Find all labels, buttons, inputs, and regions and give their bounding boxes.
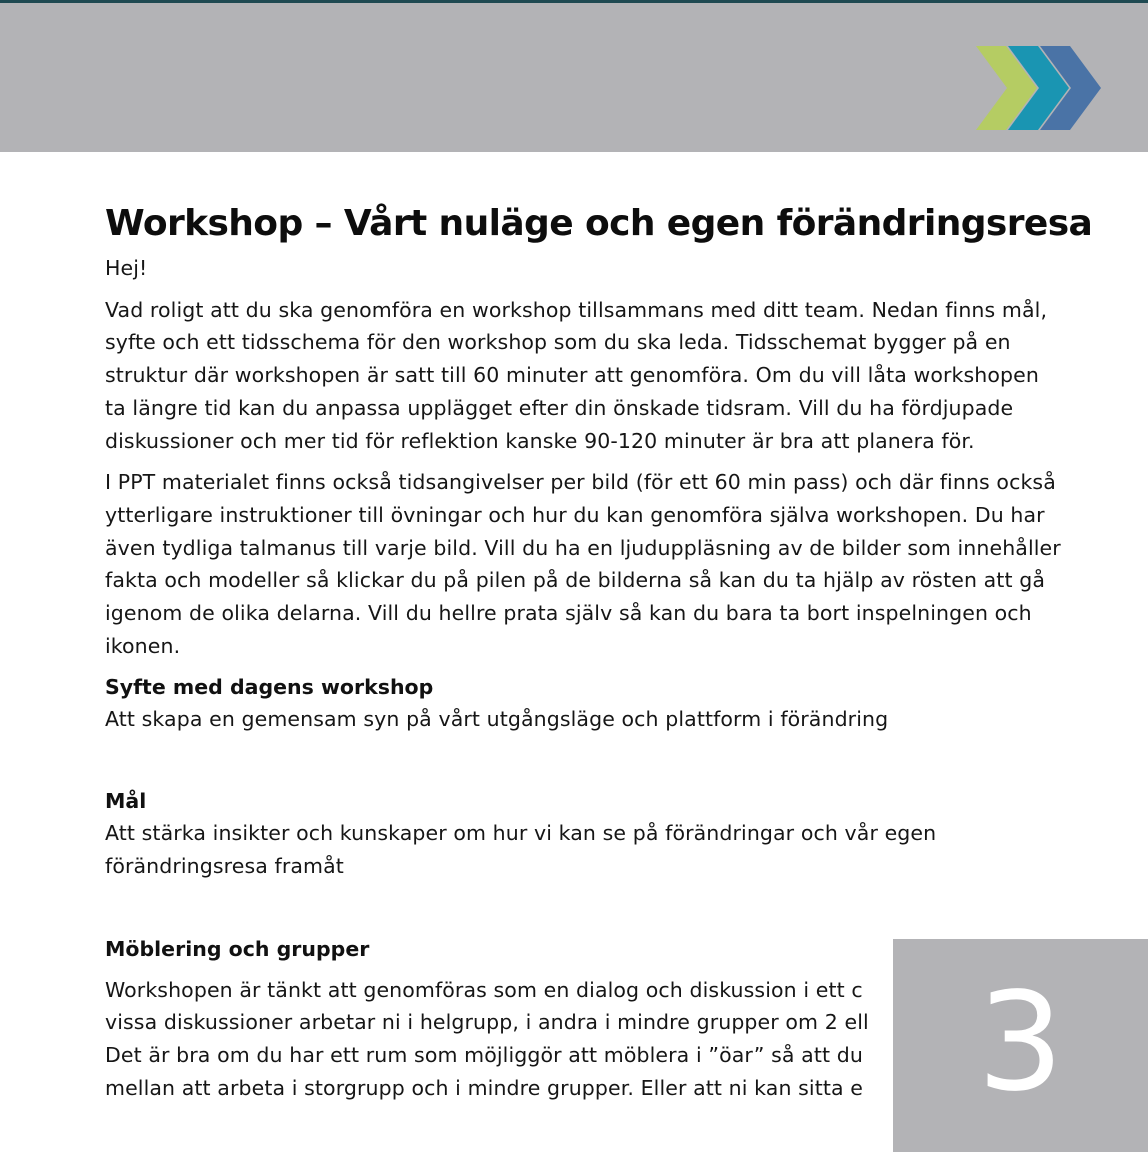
document-title: Workshop – Vårt nuläge och egen förändringsresa <box>105 203 1093 244</box>
syfte-text: Att skapa en gemensam syn på vårt utgångsläge och plattform i förändring <box>105 707 889 732</box>
ppt-info-paragraph: I PPT materialet finns också tidsangivelser per bild (för ett 60 min pass) och där finns också ytterligare instruktioner till övningar och hur du kan genomföra själva workshopen. Du har även tydliga talmanus till varje bild. Vill du ha en ljuduppläsning av de bilder som innehåller fakta och modeller så klickar du på pilen på de bilderna så kan du ta hjälp av rösten att gå igenom de olika delarna. Vill du hellre prata själv så kan du bara ta bort inspelningen och ikonen. <box>105 470 1061 658</box>
mal-text: Att stärka insikter och kunskaper om hur vi kan se på förändringar och vår egen förändringsresa framåt <box>105 821 937 878</box>
moblering-line: vissa diskussioner arbetar ni i helgrupp, i andra i mindre grupper om 2 ell <box>105 1010 869 1035</box>
greeting-text: Hej! <box>105 256 148 280</box>
triple-chevron-logo-icon <box>972 39 1112 139</box>
syfte-heading: Syfte med dagens workshop <box>105 675 434 700</box>
mal-heading: Mål <box>105 789 147 814</box>
header-band <box>0 3 1148 152</box>
intro-paragraph: Vad roligt att du ska genomföra en workshop tillsammans med ditt team. Nedan finns mål, syfte och ett tidsschema för den workshop som du ska leda. Tidsschemat bygger på en struktur där workshopen är satt till 60 minuter att genomföra. Om du vill låta workshopen ta längre tid kan du anpassa upplägget efter din önskade tidsram. Vill du ha fördjupade diskussioner och mer tid för reflektion kanske 90-120 minuter är bra att planera för. <box>105 297 1048 453</box>
moblering-line: mellan att arbeta i storgrupp och i mindre grupper. Eller att ni kan sitta e <box>105 1075 863 1100</box>
moblering-heading: Möblering och grupper <box>105 936 370 961</box>
page-number-box <box>893 939 1148 1152</box>
moblering-line: Workshopen är tänkt att genomföras som en dialog och diskussion i ett c <box>105 977 863 1002</box>
moblering-line: Det är bra om du har ett rum som möjliggör att möblera i ”öar” så att du <box>105 1042 863 1067</box>
page-number: 3 <box>977 964 1064 1122</box>
